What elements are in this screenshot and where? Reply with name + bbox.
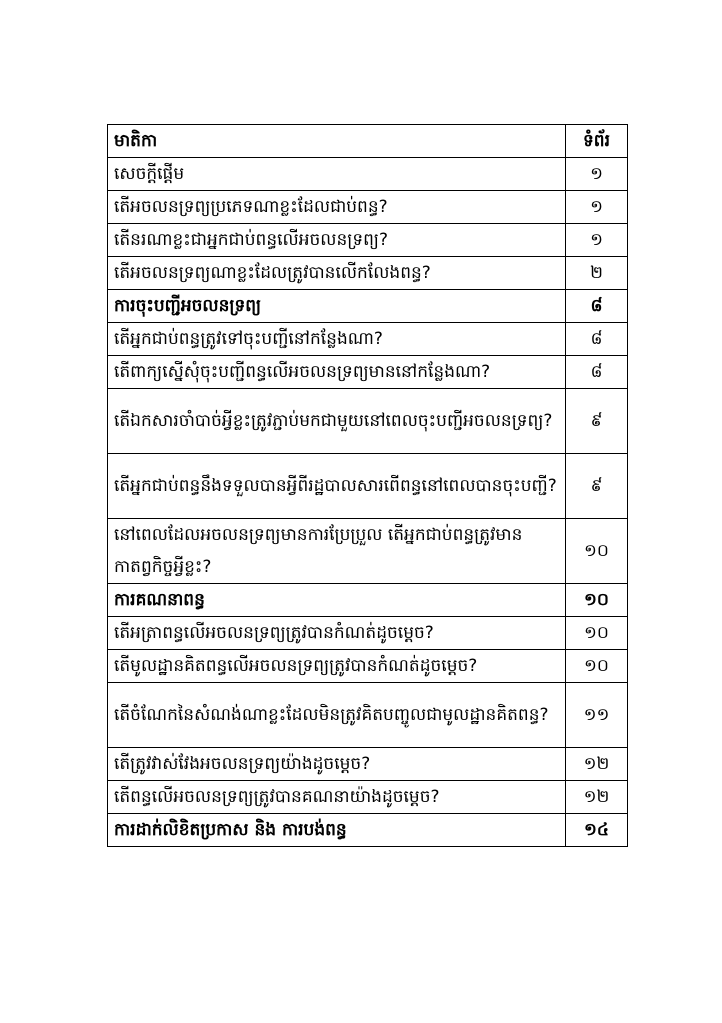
toc-page-number: ១២ — [566, 748, 628, 781]
toc-header-title: មាតិកា — [108, 125, 566, 158]
toc-page-number: ២ — [566, 257, 628, 290]
toc-entry-row — [108, 191, 628, 224]
toc-header-row — [108, 125, 628, 158]
toc-page-number: ៩ — [566, 454, 628, 519]
toc-section-row — [108, 290, 628, 323]
toc-entry-title: តើឯកសារចាំបាច់អ្វីខ្លះត្រូវភ្ជាប់មកជាមួយនៅពេលចុះបញ្ជីអចលនទ្រព្យ? — [108, 389, 566, 454]
toc-header-page: ទំព័រ — [566, 125, 628, 158]
toc-entry-row — [108, 224, 628, 257]
toc-entry-row — [108, 158, 628, 191]
toc-page-number: ១១ — [566, 683, 628, 748]
toc-page-number: ១ — [566, 158, 628, 191]
toc-entry-row — [108, 323, 628, 356]
toc-page-number: ៩ — [566, 389, 628, 454]
toc-entry-title: តើមូលដ្ឋានគិតពន្ធលើអចលនទ្រព្យត្រូវបានកំណត់ដូចម្តេច? — [108, 650, 566, 683]
table-of-contents — [107, 124, 628, 847]
toc-entry-title: តើពន្ធលើអចលនទ្រព្យត្រូវបានគណនាយ៉ាងដូចម្តេច? — [108, 781, 566, 814]
toc-entry-row — [108, 389, 628, 454]
toc-page-number: ១០ — [566, 650, 628, 683]
toc-entry-title: នៅពេលដែលអចលនទ្រព្យមានការប្រែប្រួល តើអ្នកជាប់ពន្ធត្រូវមានកាតព្វកិច្ចអ្វីខ្លះ? — [108, 519, 566, 584]
toc-entry-title: តើអចលនទ្រព្យប្រភេទណាខ្លះដែលជាប់ពន្ធ? — [108, 191, 566, 224]
toc-entry-title: តើចំណែកនៃសំណង់ណាខ្លះដែលមិនត្រូវគិតបញ្ចូលជាមូលដ្ឋានគិតពន្ធ? — [108, 683, 566, 748]
toc-entry-title: តើអ្នកជាប់ពន្ធនឹងទទួលបានអ្វីពីរដ្ឋបាលសារពើពន្ធនៅពេលបានចុះបញ្ជី? — [108, 454, 566, 519]
toc-page-number: ១២ — [566, 781, 628, 814]
toc-page-number: ១៤ — [566, 814, 628, 847]
toc-entry-title: តើនរណាខ្លះជាអ្នកជាប់ពន្ធលើអចលនទ្រព្យ? — [108, 224, 566, 257]
toc-entry-title: តើពាក្យស្នើសុំចុះបញ្ជីពន្ធលើអចលនទ្រព្យមាននៅកន្លែងណា? — [108, 356, 566, 389]
toc-page-number: ១០ — [566, 617, 628, 650]
toc-entry-row — [108, 356, 628, 389]
toc-page-number: ៨ — [566, 356, 628, 389]
toc-entry-row — [108, 454, 628, 519]
toc-entry-title: តើអត្រាពន្ធលើអចលនទ្រព្យត្រូវបានកំណត់ដូចម្តេច? — [108, 617, 566, 650]
toc-entry-row — [108, 617, 628, 650]
toc-section-title: ការចុះបញ្ជីអចលនទ្រព្យ — [108, 290, 566, 323]
toc-entry-row — [108, 683, 628, 748]
toc-section-title: ការគណនាពន្ធ — [108, 584, 566, 617]
toc-page-number: ៨ — [566, 290, 628, 323]
toc-page-number: ១ — [566, 191, 628, 224]
toc-page-number: ១០ — [566, 584, 628, 617]
toc-section-title: ការដាក់លិខិតប្រកាស និង ការបង់ពន្ធ — [108, 814, 566, 847]
toc-entry-title: តើត្រូវវាស់វែងអចលនទ្រព្យយ៉ាងដូចម្តេច? — [108, 748, 566, 781]
toc-entry-row — [108, 257, 628, 290]
toc-entry-title: តើអ្នកជាប់ពន្ធត្រូវទៅចុះបញ្ជីនៅកន្លែងណា? — [108, 323, 566, 356]
toc-section-row — [108, 584, 628, 617]
toc-entry-row — [108, 650, 628, 683]
toc-entry-title: តើអចលនទ្រព្យណាខ្លះដែលត្រូវបានលើកលែងពន្ធ? — [108, 257, 566, 290]
toc-entry-title: សេចក្តីផ្តើម — [108, 158, 566, 191]
toc-page-number: ១០ — [566, 519, 628, 584]
toc-entry-row — [108, 781, 628, 814]
toc-entry-row — [108, 519, 628, 584]
toc-entry-row — [108, 748, 628, 781]
toc-page-number: ១ — [566, 224, 628, 257]
toc-body — [108, 158, 628, 847]
toc-section-row — [108, 814, 628, 847]
toc-page-number: ៨ — [566, 323, 628, 356]
